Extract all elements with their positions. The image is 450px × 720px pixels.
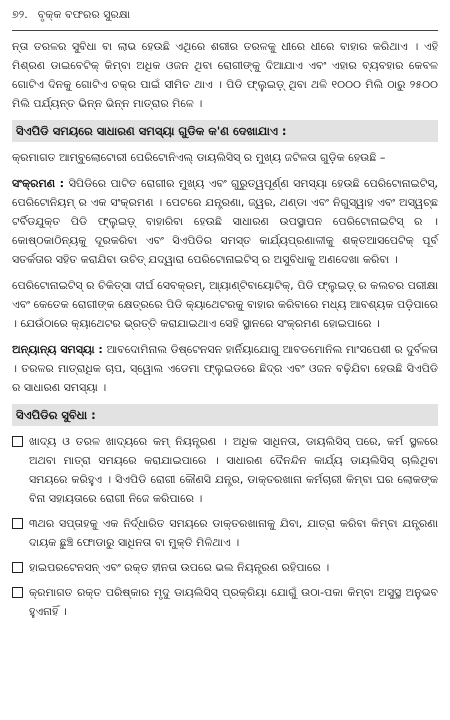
section-heading-advantages: ସିଏପିଡିର ସୁବିଧା :: [12, 404, 438, 426]
advantage-item: [12, 583, 438, 621]
checkbox-bullet-icon: [12, 562, 23, 573]
running-header: [12, 8, 438, 26]
advantage-item: [12, 514, 438, 552]
running-title: ବୃକ୍କ ବଫରର ସୁରକ୍ଷା: [37, 8, 131, 21]
intro-paragraph: ନ୍ତା ତରଳର ସୁବିଧା ବା ଲାଭ ହେଉଛି ଏଥିରେ ଶରୀର ତରଳକୁ ଧୀରେ ଧୀରେ ବାହାର କରିଥାଏ । ଏହି ମିଶ୍ରଣ ଡାଇବେଟିକ୍ କିମ୍ବା ଅଧିକ ଓଜନ ଥିବା ରୋଗୀଙ୍କୁ ଦିଆଯାଏ ଏବଂ ଏହାର ବ୍ୟବହାର କେବଳ ଗୋଟିଏ ଦିନକୁ ଗୋଟିଏ ଚକ୍ର ପାଇଁ ସୀମିତ ଥାଏ । ପିଡି ଫ୍ଲୁଇଡ଼୍ ଥିବା ଥଳି ୧୦୦୦ ମିଲି ଠାରୁ ୨୫୦୦ ମିଲି ପର୍ଯ୍ୟନ୍ତ ଭିନ୍ନ ଭିନ୍ନ ମାତ୍ରାର ମିଳେ ।: [12, 40, 438, 110]
treatment-paragraph: ପେରିଟୋନାଇଟିସ୍ ର ଚିକିତ୍ସା ଦୀର୍ଘ ସେବକ୍ରମ୍, ଆ୍ୟାଣ୍ଟିବାୟୋଟିକ୍, ପିଡି ଫ୍ଲୁଇଡ଼୍ ର କଲଚର ପରୀକ୍ଷା ଏବଂ କେତେକ ରୋଗୀଙ୍କ କ୍ଷେତ୍ରରେ ପିଡି କ୍ୟାଥେଟରକୁ ବାହାର କରିବାରେ ମଧ୍ୟ ଆବଶ୍ୟକ ପଡ଼ିପାରେ । ଯେଉଁଠାରେ କ୍ୟାଥେଟର ଭ୍ରତ୍ତି କରାଯାଇଥାଏ ସେହି ସ୍ଥାନରେ ସଂକ୍ରମଣ ହୋଇପାରେ ।: [12, 279, 438, 330]
other-problems-lead: ଅନ୍ୟାନ୍ୟ ସମସ୍ୟା :: [12, 343, 107, 356]
advantage-text: କ୍ରମାଗତ ରକ୍ତ ପରିଷ୍କାର ମୃଦୁ ଡାୟଲିସିସ୍ ପ୍ରକ୍ରିୟା ଯୋଗୁଁ ଉଠା-ପକା କିମ୍ବା ଅସୁସ୍ଥ ଅନୁଭବ ହୁଏନାହିଁ ।: [29, 586, 438, 618]
checkbox-bullet-icon: [12, 518, 23, 529]
header-divider: [12, 30, 438, 31]
infection-body: ସିପିଡିରେ ପାଟିତ ରୋଗୀର ମୁଖ୍ୟ ଏବଂ ଗୁରୁତ୍ୱପୂର୍ଣ୍ଣ ସମସ୍ୟା ହେଉଛି ପେରିଟୋନାଇଟିସ୍, ପେରିଟୋନିୟମ୍ ର ଏକ ସଂକ୍ରମଣ । ପେଟରେ ଯନ୍ତ୍ରଣା, ଜ୍ୱର, ଥଣ୍ଡା ଏବଂ ନିଗୁସ୍ୱାହ ଏବଂ ଅସ୍ୱଚ୍ଛ ଟର୍ବିଡଯୁକ୍ତ ପିଡି ଫ୍ଲୁଇଡ଼୍ ବାହାରିବା ହେଉଛି ସାଧାରଣ ଉପସ୍ଥାପନ ପେରିଟୋନାଇଟିସ୍ ର । କୋଷ୍ଠକାଠିନ୍ୟକୁ ଦୂରକରିବା ଏବଂ ସିଏପିଡିର ସମସ୍ତ କାର୍ଯ୍ୟପ୍ରଣାଳୀକୁ ଶକ୍ତଆସପେଟିକ୍ ପୂର୍ବ ସତର୍କତାର ସହିତ କରାଯିବା ଉଚିତ୍ ଯଦ୍ୱାରା ପେରିଟୋନାଇଟିସ୍ ର ଅସୁବିଧାକୁ ଅଣଦେଖା କରିବା ।: [12, 177, 438, 266]
section-heading-problems: ସିଏପିଡି ସମୟରେ ସାଧାରଣ ସମସ୍ୟା ଗୁଡିକ କ'ଣ ଦେଖାଯାଏ :: [12, 120, 438, 142]
checkbox-bullet-icon: [12, 587, 23, 598]
infection-lead: ସଂକ୍ରମଣ :: [12, 177, 69, 190]
page-number: ୭୨.: [12, 8, 28, 21]
other-problems-body: ଆବଦୋମିନାଲ ଡିଷ୍ଟେନସନ ହାର୍ନିୟାଯୋଗୁ ଆବଡମୋନିଲ ମାଂସପେଶୀ ର ଦୁର୍ବଳତା । ତରଳର ମାତ୍ରାଧିକ ଚାପ, ସ୍ୱୋଲ ଏଡେମା ଫ୍ଲୁଇଡରେ ଛିଦ୍ର ଏବଂ ଓଜନ ବଢ଼ିଯିବା ହେଉଛି ସିଏପିଡି ର ସାଧାରଣ ସମସ୍ୟା ।: [12, 343, 438, 394]
advantage-text: ୩ଥର ସପ୍ତାହକୁ ଏକ ନିର୍ଦ୍ଧାରିତ ସମୟରେ ଡାକ୍ତରଖାନାକୁ ଯିବା, ଯାତ୍ରା କରିବା କିମ୍ବା ଯନ୍ତ୍ରଣା ଦାୟକ ଛୁଞ୍ଚି ଫୋଡାରୁ ସାଧିନତା ବା ମୁକ୍ତି ମିଳିଥାଏ ।: [29, 517, 438, 549]
advantage-text: ଖାଦ୍ୟ ଓ ତରଳ ଖାଦ୍ୟରେ କମ୍ ନିୟନ୍ତ୍ରଣ । ଅଧିକ ସାଧିନତା, ଡାୟଲିସିସ୍ ପରେ, କର୍ମ ସ୍ଥଳରେ ଅଥବା ମାତ୍ରା ସମୟରେ କରାଯାଇପାରେ । ସାଧାରଣ ଦୈନନ୍ଦିନ କାର୍ଯ୍ୟ ଡାୟଲିସିସ୍ ଚାଲିଥିବା ସମୟରେ କରିହୁଏ । ସିଏପିଡି ରୋଗୀ କୌଣସି ଯନ୍ତ୍ର, ଡାକ୍ତରଖାନା କର୍ମଚାରୀ କିମ୍ବା ଘର ଲୋକଙ୍କ ବିନା ସହାୟତାରେ ରୋଗୀ ନିଜେ କରିପାରେ ।: [29, 435, 438, 505]
advantages-list: [12, 432, 438, 621]
advantage-text: ହାଇପରଟେନସନ୍ ଏବଂ ରକ୍ତ ହୀନତା ଉପରେ ଭଲ ନିୟନ୍ତ୍ରଣ ରହିପାରେ ।: [29, 561, 330, 574]
infection-paragraph: [12, 174, 438, 269]
other-problems-paragraph: [12, 340, 438, 397]
advantage-item: [12, 558, 438, 577]
advantage-item: [12, 432, 438, 508]
checkbox-bullet-icon: [12, 436, 23, 447]
problems-intro: କ୍ରମାଗତ ଆମ୍ବୁଲୋଟୋରୀ ପେରିଟୋନିଏଲ୍ ଡାୟଲିସିସ୍ ର ମୁଖ୍ୟ ଜଟିଳତା ଗୁଡ଼ିକ ହେଉଛି –: [12, 151, 386, 164]
